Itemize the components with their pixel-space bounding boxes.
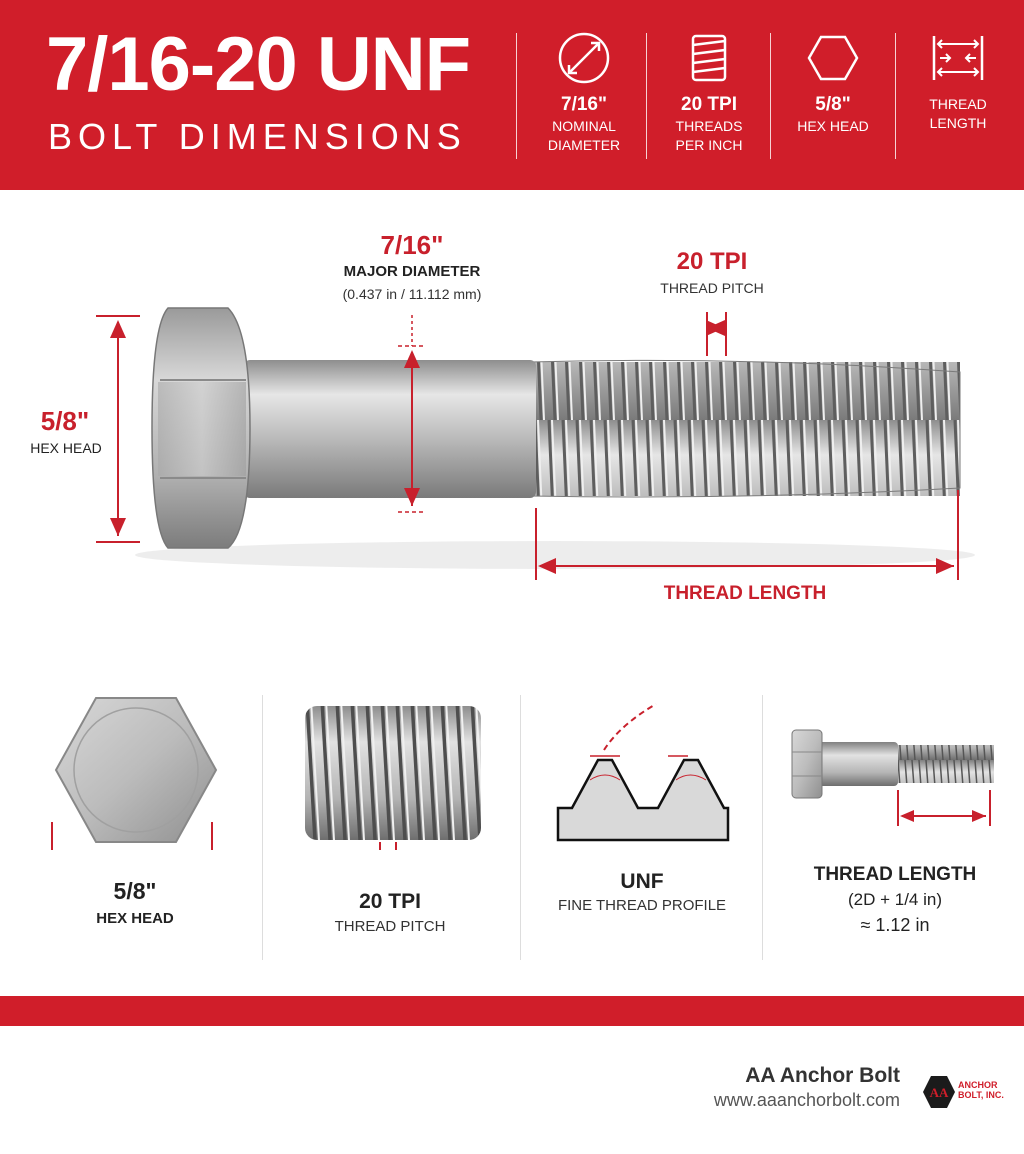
detail-illustrations xyxy=(0,680,1024,850)
hexagon-icon xyxy=(805,30,861,86)
bolt-shank xyxy=(244,360,536,498)
spec-label: THREADS xyxy=(675,118,743,134)
logo-text-line: ANCHOR xyxy=(958,1080,998,1090)
major-diameter-value: 7/16" xyxy=(380,230,444,260)
spec-value: 20 TPI xyxy=(681,94,737,115)
spec-thread-length xyxy=(896,30,1020,132)
logo-text-line: BOLT, INC. xyxy=(958,1090,1004,1100)
detail-hex-label: HEX HEAD xyxy=(96,910,174,927)
spec-value: 5/8" xyxy=(815,94,851,115)
hex-head-top-view xyxy=(52,698,216,850)
unf-thread-profile xyxy=(558,704,728,840)
thread-closeup xyxy=(305,706,481,850)
bolt-threads xyxy=(530,362,960,496)
spec-nominal-diameter xyxy=(522,30,646,154)
company-logo xyxy=(922,1075,956,1109)
spec-threads-per-inch xyxy=(647,30,771,154)
pitch-label: THREAD PITCH xyxy=(660,280,764,296)
spec-label: DIAMETER xyxy=(547,137,621,153)
spec-label: PER INCH xyxy=(675,137,743,153)
threads-icon xyxy=(681,30,737,86)
detail-length-label: THREAD LENGTH xyxy=(813,864,977,885)
detail-length-formula: (2D + 1/4 in) xyxy=(847,890,942,909)
thread-length-icon xyxy=(930,30,986,86)
page-title: 7/16-20 UNF xyxy=(46,22,471,107)
spec-value: 7/16" xyxy=(561,94,607,115)
logo-wordmark xyxy=(958,1080,1004,1100)
hex-head-value: 5/8" xyxy=(40,406,90,436)
logo-hexagon-icon xyxy=(922,1075,956,1109)
detail-pitch-label: THREAD PITCH xyxy=(334,918,446,935)
spec-label: HEX HEAD xyxy=(797,118,869,134)
diameter-icon xyxy=(556,30,612,86)
spec-label: THREAD xyxy=(929,96,987,112)
detail-length-result: ≈ 1.12 in xyxy=(860,915,930,935)
header-divider xyxy=(516,33,517,159)
pitch-value: 20 TPI xyxy=(676,248,748,275)
detail-profile-label: FINE THREAD PROFILE xyxy=(557,897,727,914)
major-diameter-detail: (0.437 in / 11.112 mm) xyxy=(342,286,482,302)
company-website[interactable]: www.aaanchorbolt.com xyxy=(713,1090,900,1110)
small-bolt-illustration xyxy=(792,730,994,826)
hex-head-label: HEX HEAD xyxy=(30,440,102,456)
company-name: AA Anchor Bolt xyxy=(745,1064,900,1087)
spec-hex-head xyxy=(771,30,895,135)
spec-label: LENGTH xyxy=(929,115,987,131)
major-diameter-label: MAJOR DIAMETER xyxy=(343,263,481,280)
page-subtitle: BOLT DIMENSIONS xyxy=(48,116,467,157)
main-bolt-diagram xyxy=(0,190,1024,620)
thread-length-label: THREAD LENGTH xyxy=(663,583,827,604)
detail-profile-value: UNF xyxy=(620,870,664,893)
footer-band xyxy=(0,996,1024,1026)
svg-text:AA: AA xyxy=(929,1085,949,1100)
spec-label: NOMINAL xyxy=(552,118,616,134)
detail-hex-value: 5/8" xyxy=(113,878,157,904)
detail-pitch-value: 20 TPI xyxy=(359,890,421,913)
